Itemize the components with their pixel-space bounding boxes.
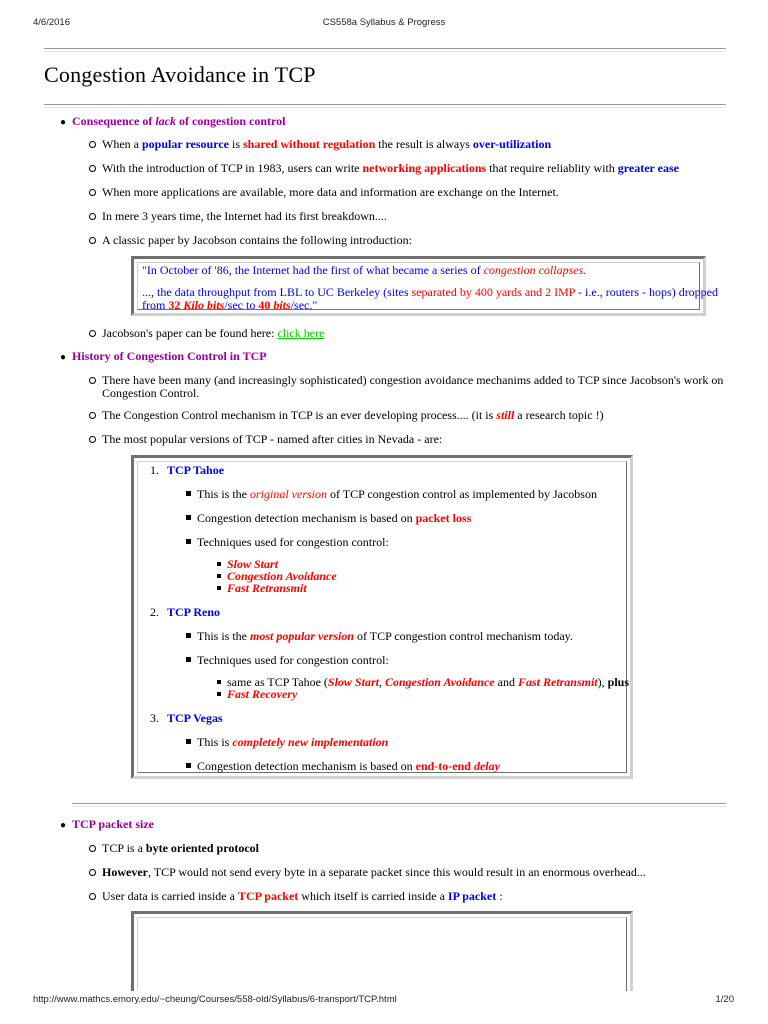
bullet-disc: ● [60,117,67,128]
list-item: In mere 3 years time, the Internet had its first breakdown.... [102,209,387,223]
bullet-square [186,515,191,520]
print-header-title: CS558a Syllabus & Progress [322,17,446,28]
print-footer-page: 1/20 [715,994,734,1005]
section-heading-packet-size: TCP packet size [72,817,154,831]
bullet-circle [89,893,96,900]
bullet-square-small [217,680,221,684]
jacobson-paper-link[interactable]: click here [277,326,325,340]
print-header-date: 4/6/2016 [33,17,70,28]
bullet-square [186,763,191,768]
bullet-circle [89,436,96,443]
bullet-circle [89,377,96,384]
list-item: Congestion detection mechanism is based on end-to-end delay [197,759,500,773]
list-item: There have been many (and increasingly sophisticated) congestion avoidance mechanims added to TCP since Jacobson's work on [102,373,724,387]
bullet-circle [89,237,96,244]
technique-item: same as TCP Tahoe (Slow Start, Congestion Avoidance and Fast Retransmit), plus [227,675,629,689]
technique-item: Fast Retransmit [227,581,307,595]
list-number: 1. [150,463,159,477]
bullet-disc: ● [60,820,67,831]
list-item: TCP is a byte oriented protocol [102,841,259,855]
list-item: With the introduction of TCP in 1983, users can write networking applications that require reliablity with greater ease [102,161,679,175]
bullet-square-small [217,562,221,566]
list-item: A classic paper by Jacobson contains the following introduction: [102,233,412,247]
packet-diagram-box [131,911,633,991]
list-number: 2. [150,605,159,619]
bullet-square-small [217,692,221,696]
quote-box [131,256,719,316]
quote-line: from 32 Kilo bits/sec to 40 bits/sec." [142,298,318,312]
bullet-circle [89,869,96,876]
section-heading-consequence: Consequence of lack of congestion control [72,114,286,128]
bullet-circle [89,213,96,220]
bullet-square [186,739,191,744]
tcp-reno-heading: TCP Reno [167,605,221,619]
section-heading-history: History of Congestion Control in TCP [72,349,267,363]
technique-item: Congestion Avoidance [227,569,337,583]
bullet-square-small [217,574,221,578]
list-item: Congestion detection mechanism is based on packet loss [197,511,472,525]
quote-line: ..., the data throughput from LBL to UC Berkeley (sites separated by 400 yards and 2 IMP - i.e., routers - hops) dropped [142,285,719,299]
bullet-circle [89,412,96,419]
list-item: The Congestion Control mechanism in TCP is an ever developing process.... (it is still a research topic !) [102,408,604,422]
list-item: The most popular versions of TCP - named after cities in Nevada - are: [102,432,443,446]
list-item: User data is carried inside a TCP packet which itself is carried inside a IP packet : [102,889,503,903]
list-item: Techniques used for congestion control: [197,653,389,667]
quote-line: "In October of '86, the Internet had the first of what became a series of congestion collapses. [142,263,587,277]
bullet-circle [89,189,96,196]
bullet-circle [89,141,96,148]
tcp-vegas-heading: TCP Vegas [167,711,223,725]
list-item-continued: Congestion Control. [102,386,200,400]
tcp-tahoe-heading: TCP Tahoe [167,463,225,477]
list-item: When a popular resource is shared without regulation the result is always over-utilization [102,137,552,151]
technique-item: Fast Recovery [227,687,298,701]
bullet-square [186,657,191,662]
section-divider [72,803,726,807]
list-item: However, TCP would not send every byte in a separate packet since this would result in an enormous overhead... [102,865,646,879]
bullet-square [186,539,191,544]
list-item: This is the original version of TCP congestion control as implemented by Jacobson [197,487,597,501]
bullet-circle [89,845,96,852]
print-footer-url: http://www.mathcs.emory.edu/~cheung/Courses/558-old/Syllabus/6-transport/TCP.html [33,994,397,1005]
list-item: Techniques used for congestion control: [197,535,389,549]
technique-item: Slow Start [227,557,279,571]
list-item: This is the most popular version of TCP congestion control mechanism today. [197,629,573,643]
bullet-circle [89,165,96,172]
top-divider [44,48,726,52]
bullet-square [186,491,191,496]
list-item: Jacobson's paper can be found here: click here [102,326,325,340]
list-item: When more applications are available, more data and information are exchange on the Internet. [102,185,559,199]
bullet-square-small [217,586,221,590]
title-divider [44,104,726,108]
bullet-circle [89,330,96,337]
bullet-square [186,633,191,638]
list-item: This is completely new implementation [197,735,389,749]
page-title: Congestion Avoidance in TCP [44,62,316,87]
list-number: 3. [150,711,159,725]
tcp-versions-box [131,455,633,779]
bullet-disc: ● [60,352,67,363]
